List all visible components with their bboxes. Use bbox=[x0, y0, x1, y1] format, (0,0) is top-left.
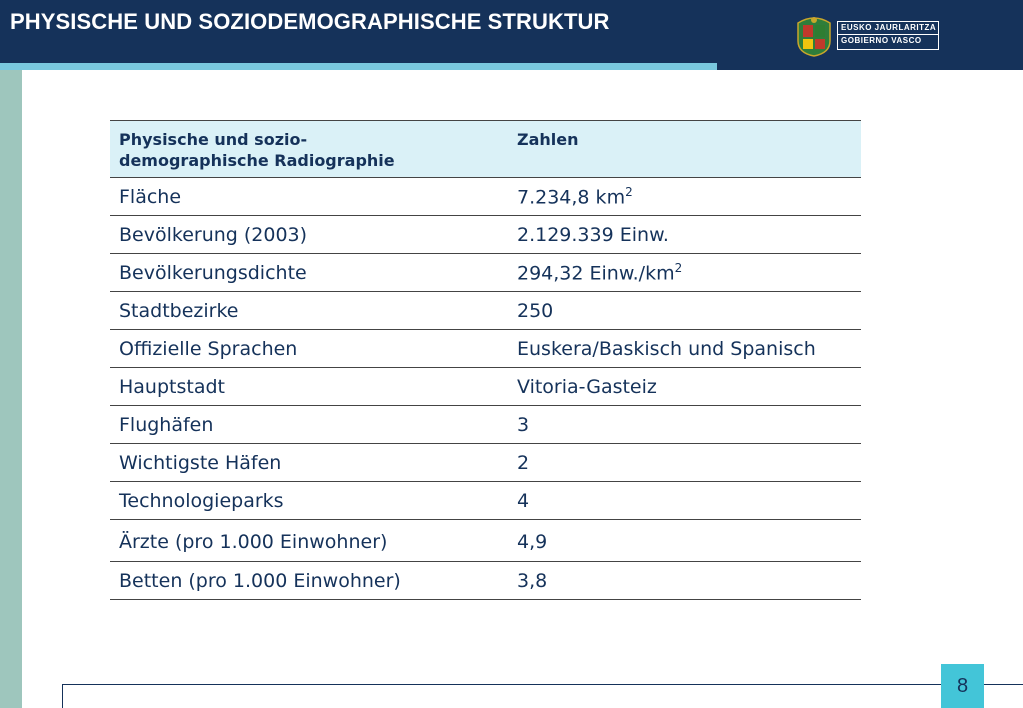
row-value bbox=[508, 178, 861, 216]
row-value bbox=[508, 406, 861, 444]
footer-divider-left bbox=[62, 684, 63, 708]
table-row bbox=[110, 254, 861, 292]
row-label: Ärzte (pro 1.000 Einwohner) bbox=[110, 520, 508, 562]
row-value-text: 4,9 bbox=[517, 530, 548, 553]
basque-government-logo bbox=[795, 15, 945, 59]
row-value bbox=[508, 368, 861, 406]
table-row bbox=[110, 520, 861, 562]
page-number: 8 bbox=[941, 664, 984, 708]
row-label: Offizielle Sprachen bbox=[110, 330, 508, 368]
row-value-text: 250 bbox=[517, 299, 554, 322]
row-value bbox=[508, 292, 861, 330]
row-value-text: 7.234,8 km bbox=[517, 186, 626, 209]
header-accent-stripe bbox=[0, 63, 717, 70]
table-row bbox=[110, 406, 861, 444]
row-value-text: 294,32 Einw./km bbox=[517, 262, 675, 285]
header-cell-numbers: Zahlen bbox=[508, 121, 861, 178]
table-row bbox=[110, 216, 861, 254]
table-row bbox=[110, 444, 861, 482]
row-value bbox=[508, 330, 861, 368]
table-row bbox=[110, 368, 861, 406]
table-header-row bbox=[110, 121, 861, 178]
row-value bbox=[508, 482, 861, 520]
row-label: Stadtbezirke bbox=[110, 292, 508, 330]
row-value-text: 2.129.339 Einw. bbox=[517, 223, 669, 246]
slide-header bbox=[0, 0, 1023, 70]
statistics-table bbox=[110, 120, 861, 600]
table-row bbox=[110, 562, 861, 600]
table-row bbox=[110, 178, 861, 216]
unit-superscript: 2 bbox=[674, 260, 683, 275]
row-value-text: 3 bbox=[517, 413, 530, 436]
row-value-text: 4 bbox=[517, 489, 530, 512]
left-decorative-bar bbox=[0, 70, 22, 708]
row-value bbox=[508, 520, 861, 562]
row-value-text: 2 bbox=[517, 451, 530, 474]
row-value bbox=[508, 562, 861, 600]
row-label: Fläche bbox=[110, 178, 508, 216]
table-row bbox=[110, 292, 861, 330]
logo-text-frame bbox=[837, 21, 939, 50]
row-label: Hauptstadt bbox=[110, 368, 508, 406]
row-label: Wichtigste Häfen bbox=[110, 444, 508, 482]
table-row bbox=[110, 330, 861, 368]
row-value-text: Vitoria-Gasteiz bbox=[517, 375, 657, 398]
table-row bbox=[110, 482, 861, 520]
row-value-text: Euskera/Baskisch und Spanisch bbox=[517, 337, 816, 360]
coat-of-arms-icon bbox=[795, 15, 833, 57]
row-value bbox=[508, 254, 861, 292]
slide-title: PHYSISCHE UND SOZIODEMOGRAPHISCHE STRUKTUR bbox=[10, 9, 610, 34]
row-value-text: 3,8 bbox=[517, 569, 548, 592]
row-value bbox=[508, 216, 861, 254]
row-label: Flughäfen bbox=[110, 406, 508, 444]
row-label: Bevölkerung (2003) bbox=[110, 216, 508, 254]
unit-superscript: 2 bbox=[625, 184, 633, 199]
row-label: Betten (pro 1.000 Einwohner) bbox=[110, 562, 508, 600]
footer-divider bbox=[62, 684, 1023, 685]
row-label: Technologieparks bbox=[110, 482, 508, 520]
row-label: Bevölkerungsdichte bbox=[110, 254, 508, 292]
logo-line-basque: EUSKO JAURLARITZA bbox=[841, 23, 937, 32]
logo-line-spanish: GOBIERNO VASCO bbox=[838, 34, 938, 47]
header-cell-radiography: Physische und sozio- demographische Radiographie bbox=[110, 121, 508, 178]
row-value bbox=[508, 444, 861, 482]
